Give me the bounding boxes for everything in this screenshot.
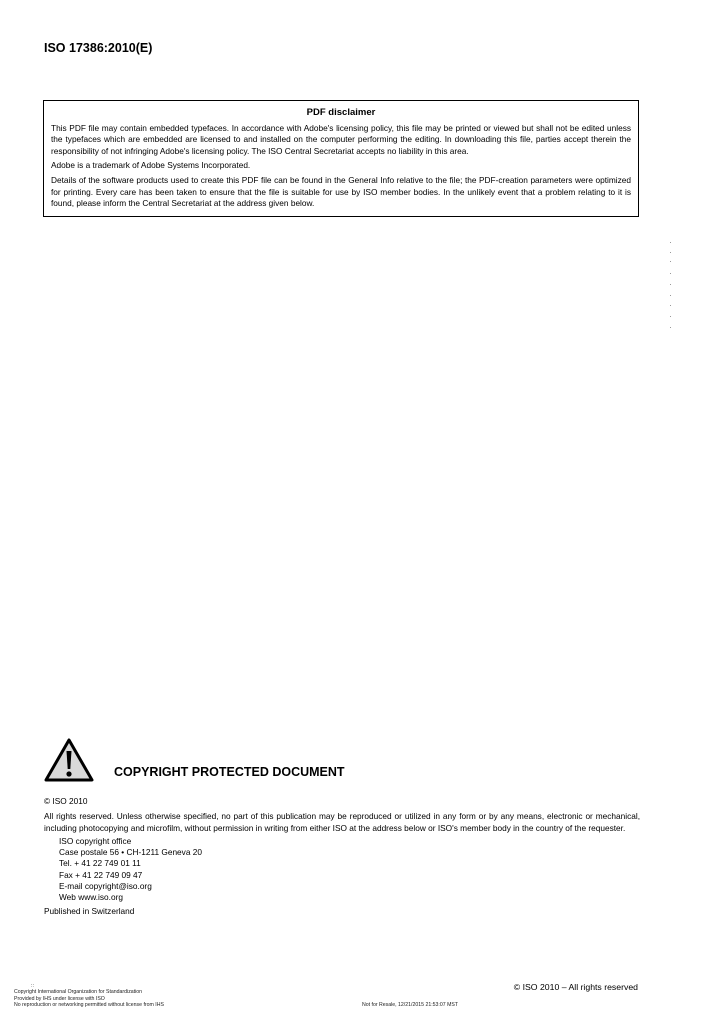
address-line: Tel. + 41 22 749 01 11 (59, 858, 141, 869)
disclaimer-paragraph: This PDF file may contain embedded typefaces. In accordance with Adobe's licensing policy, this file may be printed or viewed but shall not be edited unless the typefaces which are embedded are licensed to and installed on the computer performing the editing. In downloading this file, parties accept therein the responsibility of not infringing Adobe's licensing policy. The ISO Central Secretariat accepts no liability in this area. (51, 122, 631, 156)
disclaimer-paragraph: Details of the software products used to create this PDF file can be found in the General Info relative to the file; the PDF-creation parameters were optimized for printing. Every care has been taken to ensure that the file is suitable for use by ISO member bodies. In the unlikely event that a problem relating to it is found, please inform the Central Secretariat at the address given below. (51, 174, 631, 209)
footer-license-notice (14, 983, 164, 1009)
published-location: Published in Switzerland (44, 905, 135, 916)
footer-copyright: © ISO 2010 – All rights reserved (513, 982, 638, 992)
copyright-year: © ISO 2010 (44, 796, 88, 806)
address-line: ISO copyright office (59, 835, 132, 846)
copyright-office-address (44, 836, 640, 904)
address-line: Web www.iso.org (59, 892, 123, 903)
copyright-notice (44, 796, 640, 919)
disclaimer-title: PDF disclaimer (306, 107, 376, 118)
warning-triangle-icon (44, 738, 94, 782)
footer-license-line: No reproduction or networking permitted without license from IHS (14, 1002, 164, 1009)
document-id: ISO 17386:2010(E) (44, 41, 153, 55)
footer-resale-notice: Not for Resale, 12/21/2015 21:53:07 MST (362, 1002, 459, 1008)
address-line: E-mail copyright@iso.org (59, 881, 152, 892)
footer-license-line: Copyright International Organization for Standardization (14, 989, 143, 996)
copyright-title: COPYRIGHT PROTECTED DOCUMENT (114, 765, 345, 779)
footer-mark: :: (31, 983, 34, 989)
disclaimer-paragraph: Adobe is a trademark of Adobe Systems Incorporated. (51, 160, 251, 171)
address-line: Case postale 56 • CH-1211 Geneva 20 (59, 847, 202, 858)
rights-statement: All rights reserved. Unless otherwise specified, no part of this publication may be reproduced or utilized in any form or by any means, electronic or mechanical, including photocopying and microfilm, without permission in writing from either ISO at the address below or ISO's member body in the country of the requester. (44, 811, 640, 833)
footer-license-line: Provided by IHS under license with ISO (14, 995, 105, 1002)
pdf-disclaimer-box (43, 100, 639, 217)
address-line: Fax + 41 22 749 09 47 (59, 869, 143, 880)
page-edge-marks (670, 240, 674, 335)
